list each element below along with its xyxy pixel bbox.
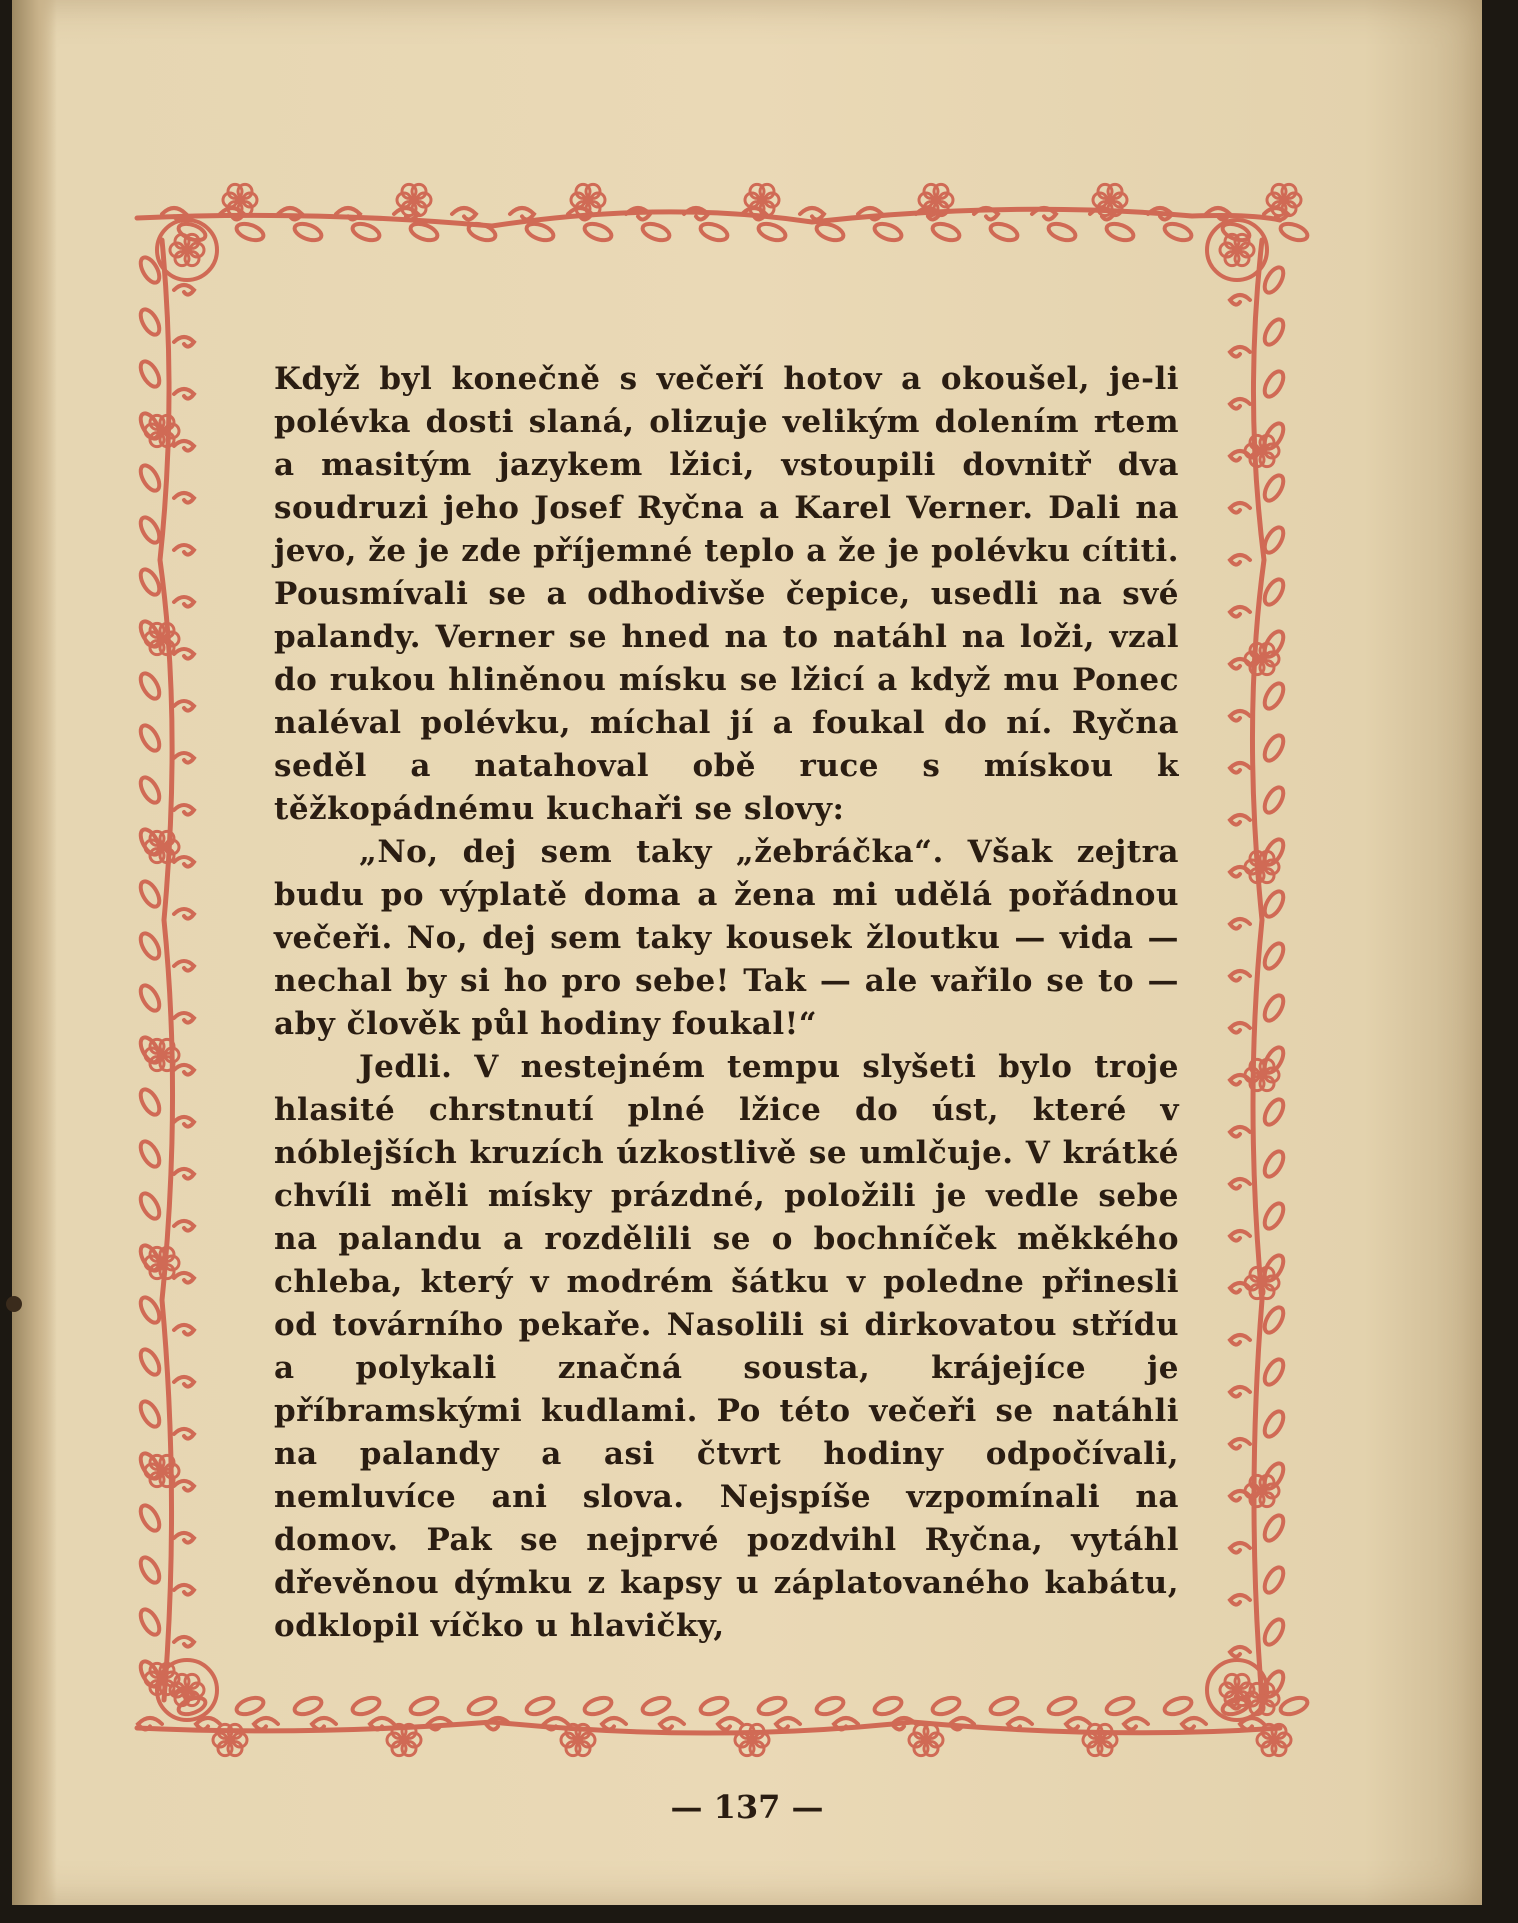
- paragraph: Když byl konečně s večeří hotov a okoušel, je-li polévka dosti slaná, olizuje velikým dolením rtem a masitým jazykem lžici, vstoupili dovnitř dva soudruzi jeho Josef Ryčna a Karel Verner. Dali na jevo, že je zde příjemné teplo a že je polévku cítiti. Pousmívali se a odhodivše čepice, usedli na své palandy. Verner se hned na to natáhl na loži, vzal do rukou hliněnou mísku se lžicí a když mu Ponec naléval polévku, míchal jí a foukal do ní. Ryčna seděl a natahoval obě ruce s mískou k těžkopádnému kuchaři se slovy:: [274, 361, 1179, 827]
- book-page: [12, 0, 1482, 1905]
- page-number: — 137 —: [670, 1788, 824, 1826]
- paragraph: „No, dej sem taky „žebráčka“. Však zejtra budu po výplatě doma a žena mi udělá pořádnou večeři. No, dej sem taky kousek žloutku — vida — nechal by si ho pro sebe! Tak — ale vařilo se to — aby člověk půl hodiny foukal!“: [274, 834, 1179, 1042]
- paragraph: Jedli. V nestejném tempu slyšeti bylo troje hlasité chrstnutí plné lžice do úst, které v nóblejších kruzích úzkostlivě se umlčuje. V krátké chvíli měli mísky prázdné, položili je vedle sebe na palandu a rozdělili se o bochníček měkkého chleba, který v modrém šátku v poledne přinesli od továrního pekaře. Nasolili si dirkovatou střídu a polykali značná sousta, krájejíce je příbramskými kudlami. Po této večeři se natáhli na palandy a asi čtvrt hodiny odpočívali, nemluvíce ani slova. Nejspíše vzpomínali na domov. Pak se nejprvé pozdvihl Ryčna, vytáhl dřevěnou dýmku z kapsy u záplatovaného kabátu, odklopil víčko u hlavičky,: [274, 1049, 1179, 1644]
- page-text: [274, 358, 1179, 1648]
